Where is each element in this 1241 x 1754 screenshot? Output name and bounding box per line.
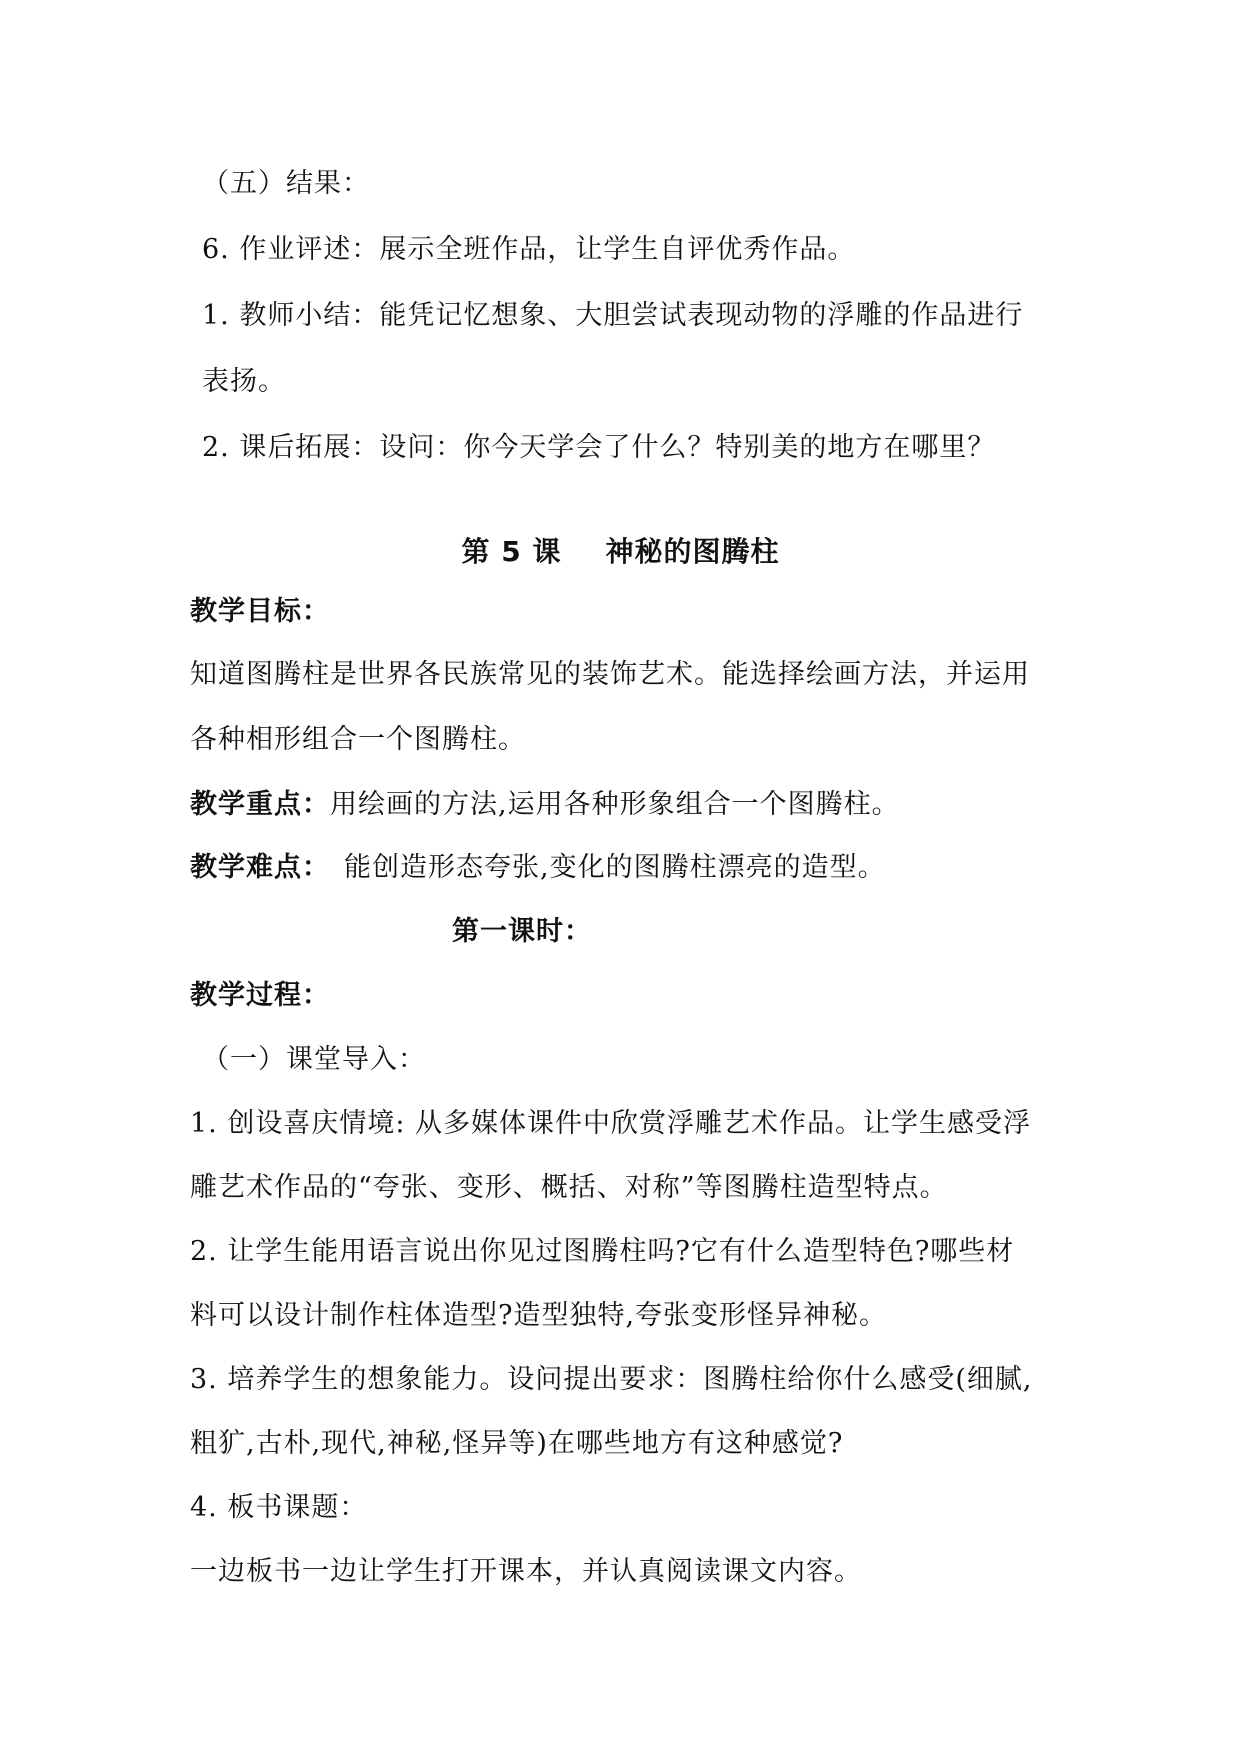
lesson-number: 第 5 课 xyxy=(461,535,562,568)
difficulty-text: 能创造形态夸张,变化的图腾柱漂亮的造型。 xyxy=(344,852,886,883)
paragraph: 1. 教师小结：能凭记忆想象、大胆尝试表现动物的浮雕的作品进行 xyxy=(202,300,1024,331)
section-heading: （一）课堂导入： xyxy=(202,1044,426,1075)
paragraph: 2. 让学生能用语言说出你见过图腾柱吗?它有什么造型特色?哪些材 xyxy=(190,1236,1015,1267)
difficulty-label: 教学难点： xyxy=(190,852,330,883)
paragraph: 一边板书一边让学生打开课本，并认真阅读课文内容。 xyxy=(190,1556,862,1587)
paragraph: 粗犷,古朴,现代,神秘,怪异等)在哪些地方有这种感觉? xyxy=(190,1428,844,1459)
difficulty xyxy=(190,848,886,888)
paragraph: 4. 板书课题： xyxy=(190,1492,368,1523)
paragraph: 2. 课后拓展：设问：你今天学会了什么？特别美的地方在哪里？ xyxy=(202,432,996,463)
paragraph: 1. 创设喜庆情境: 从多媒体课件中欣赏浮雕艺术作品。让学生感受浮 xyxy=(190,1108,1032,1139)
paragraph: 6. 作业评述：展示全班作品，让学生自评优秀作品。 xyxy=(202,234,856,265)
paragraph: 知道图腾柱是世界各民族常见的装饰艺术。能选择绘画方法，并运用 xyxy=(190,659,1030,690)
period-heading: 第一课时： xyxy=(452,916,592,947)
process-label: 教学过程： xyxy=(190,980,330,1011)
key-point-label: 教学重点： xyxy=(190,789,330,820)
paragraph: 表扬。 xyxy=(202,366,286,397)
paragraph: 雕艺术作品的“夸张、变形、概括、对称”等图腾柱造型特点。 xyxy=(190,1172,948,1203)
lesson-name: 神秘的图腾柱 xyxy=(605,535,780,568)
key-point-text: 用绘画的方法,运用各种形象组合一个图腾柱。 xyxy=(330,789,900,820)
paragraph: 3. 培养学生的想象能力。设问提出要求：图腾柱给你什么感受(细腻, xyxy=(190,1364,1033,1395)
paragraph: 料可以设计制作柱体造型?造型独特,夸张变形怪异神秘。 xyxy=(190,1300,888,1331)
paragraph: 各种相形组合一个图腾柱。 xyxy=(190,724,526,755)
section-heading: （五）结果： xyxy=(202,168,370,199)
lesson-title xyxy=(0,532,1241,572)
key-point xyxy=(190,785,900,825)
objectives-label: 教学目标： xyxy=(190,596,330,627)
